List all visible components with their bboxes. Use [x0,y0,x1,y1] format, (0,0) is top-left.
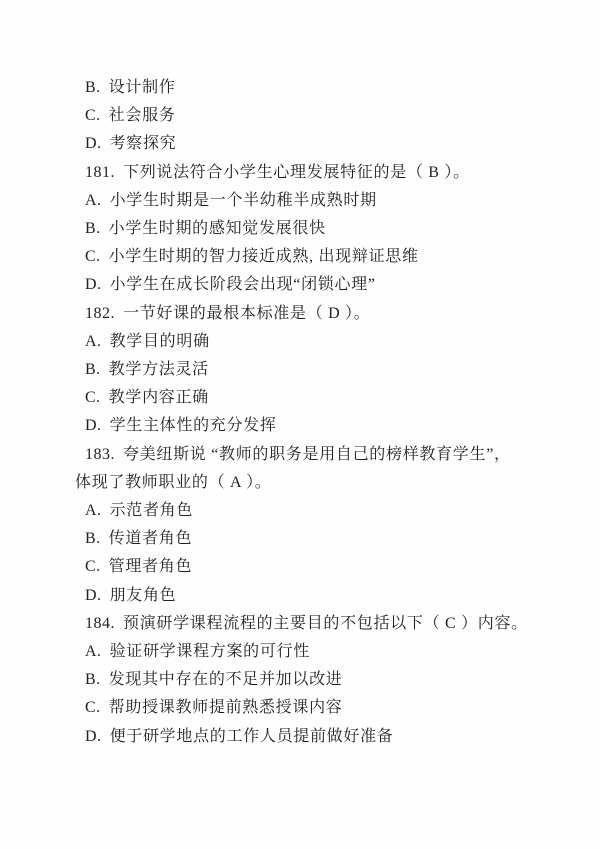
text-line [75,723,572,751]
text-line [75,441,572,469]
line-label: D. [85,276,102,294]
line-label: B. [85,530,101,548]
line-text: 考察探究 [109,135,177,153]
line-text: 管理者角色 [108,558,193,576]
line-text: 一节好课的最根本标准是（ D ）。 [123,304,371,322]
line-text: 传道者角色 [108,530,193,548]
line-label: A. [85,502,102,520]
line-text: 验证研学课程方案的可行性 [109,643,310,661]
line-text: 小学生时期的感知觉发展很快 [108,220,326,238]
text-line [75,469,572,497]
line-text: 教学内容正确 [108,389,209,407]
text-line [75,412,572,440]
line-text: 小学生时期是一个半幼稚半成熟时期 [109,191,377,209]
line-label: C. [85,107,101,125]
line-text: 小学生时期的智力接近成熟, 出现辩证思维 [108,248,419,266]
document-body [75,74,572,751]
line-label: B. [85,79,101,96]
line-text: 教学方法灵活 [108,361,209,379]
text-line [75,497,572,525]
line-label: 181. [85,163,115,181]
line-label: D. [85,586,102,604]
line-label: C. [85,699,101,717]
text-line [75,243,572,271]
line-text: 社会服务 [108,107,176,125]
text-line [75,610,572,638]
text-line [75,384,572,412]
line-label: B. [85,671,101,689]
line-label: 184. [85,614,115,632]
text-line [75,553,572,581]
line-text: 小学生在成长阶段会出现“闭锁心理” [109,276,376,294]
line-text: 教学目的明确 [109,332,210,350]
line-label: D. [85,417,102,435]
line-text: 帮助授课教师提前熟悉授课内容 [108,699,343,717]
text-line [75,102,572,130]
line-label: A. [85,643,102,661]
line-text: 朋友角色 [109,586,177,604]
line-text: 体现了教师职业的（ A ）。 [75,473,272,491]
line-label: 183. [85,445,115,463]
text-line [75,187,572,215]
line-text: 示范者角色 [109,502,194,520]
line-text: 预演研学课程流程的主要目的不包括以下（ C ）内容。 [123,614,528,632]
line-text: 设计制作 [108,79,176,96]
line-text: 学生主体性的充分发挥 [109,417,277,435]
line-text: 便于研学地点的工作人员提前做好准备 [109,727,394,745]
text-line [75,582,572,610]
line-label: A. [85,191,102,209]
text-line [75,525,572,553]
line-label: D. [85,727,102,745]
text-line [75,666,572,694]
line-label: 182. [85,304,115,322]
line-label: C. [85,558,101,576]
text-line [75,215,572,243]
line-label: D. [85,135,102,153]
text-line [75,74,572,102]
line-text: 下列说法符合小学生心理发展特征的是（ B ）。 [123,163,470,181]
text-line [75,300,572,328]
text-line [75,694,572,722]
text-line [75,356,572,384]
line-label: B. [85,361,101,379]
text-line [75,130,572,158]
text-line [75,159,572,187]
line-label: C. [85,248,101,266]
line-label: C. [85,389,101,407]
line-text: 发现其中存在的不足并加以改进 [108,671,343,689]
line-label: B. [85,220,101,238]
text-line [75,638,572,666]
line-text: 夸美纽斯说 “教师的职务是用自己的榜样教育学生”， [123,445,511,463]
text-line [75,328,572,356]
line-label: A. [85,332,102,350]
text-line [75,271,572,299]
